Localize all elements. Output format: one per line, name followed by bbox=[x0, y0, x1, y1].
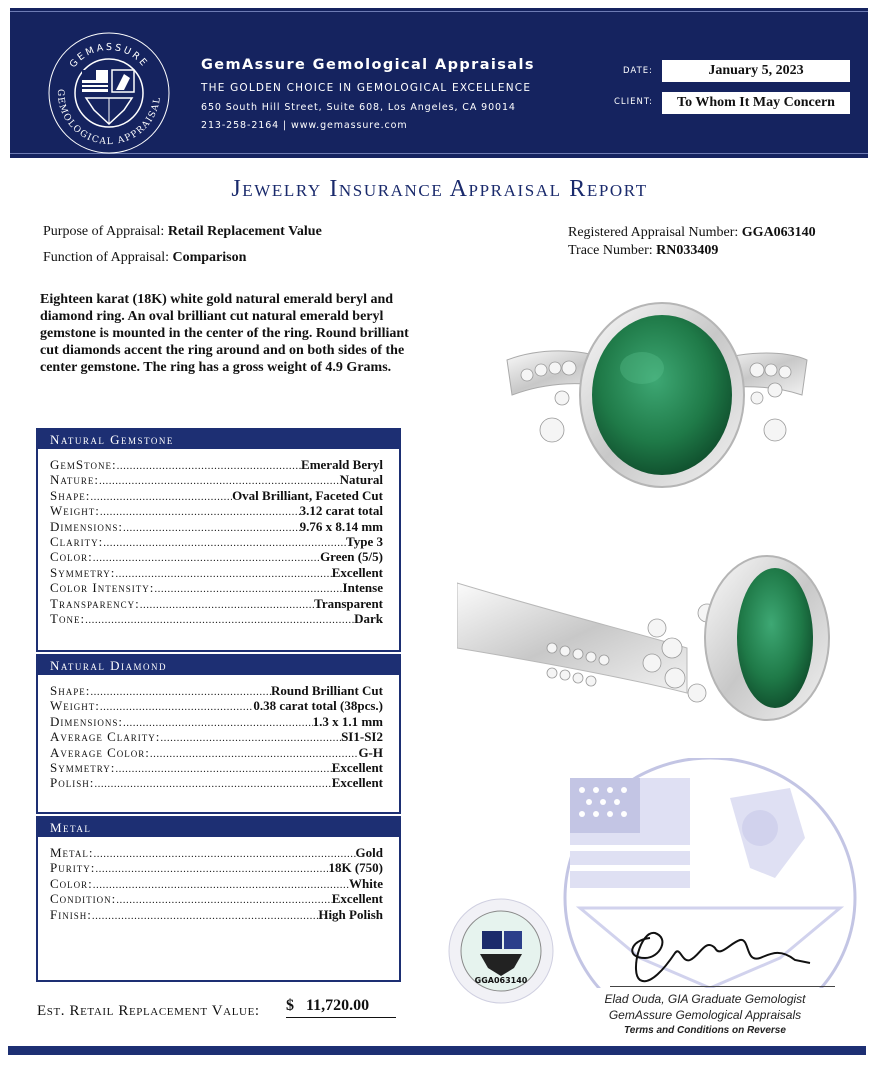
metal-spec-row bbox=[50, 907, 383, 922]
gemstone-spec-label: Tone: bbox=[50, 610, 86, 626]
leader-dots bbox=[90, 686, 271, 698]
gemstone-spec-label: Color Intensity: bbox=[50, 580, 155, 596]
report-title: Jewelry Insurance Appraisal Report bbox=[231, 176, 648, 202]
gemstone-spec-label: Shape: bbox=[50, 487, 91, 503]
leader-dots bbox=[123, 522, 300, 534]
gemstone-spec-value: Transparent bbox=[314, 595, 383, 611]
leader-dots bbox=[99, 475, 340, 487]
seal-icon bbox=[446, 896, 556, 1006]
metal-rows bbox=[38, 837, 399, 926]
leader-dots bbox=[100, 506, 300, 518]
diamond-panel bbox=[36, 654, 401, 814]
metal-spec-label: Color: bbox=[50, 875, 93, 891]
diamond-spec-row bbox=[50, 775, 383, 790]
date-label: DATE: bbox=[623, 66, 653, 76]
diamond-spec-row bbox=[50, 745, 383, 760]
metal-spec-row bbox=[50, 876, 383, 891]
company-contact: 213-258-2164 | www.gemassure.com bbox=[201, 120, 408, 131]
date-field: January 5, 2023 bbox=[662, 60, 850, 82]
retail-value-amount bbox=[286, 997, 396, 1018]
footer-bar bbox=[8, 1046, 866, 1055]
gemstone-spec-label: Color: bbox=[50, 549, 93, 565]
trace-number-label: Trace Number: bbox=[568, 243, 653, 258]
diamond-spec-row bbox=[50, 714, 383, 729]
metal-spec-value: Gold bbox=[355, 845, 383, 860]
metal-spec-value: 18K (750) bbox=[328, 860, 383, 876]
diamond-spec-value: 1.3 x 1.1 mm bbox=[312, 713, 383, 729]
retail-value-label: Est. Retail Replacement Value: bbox=[37, 1003, 260, 1019]
metal-spec-label: Condition: bbox=[50, 891, 117, 907]
gemstone-spec-row bbox=[50, 472, 383, 487]
purpose-line bbox=[43, 224, 322, 240]
gemstone-spec-row bbox=[50, 565, 383, 580]
leader-dots bbox=[90, 491, 232, 503]
leader-dots bbox=[93, 552, 320, 564]
gemstone-spec-value: Intense bbox=[342, 580, 383, 596]
leader-dots bbox=[92, 910, 318, 922]
metal-spec-row bbox=[50, 891, 383, 906]
purpose-value: Retail Replacement Value bbox=[167, 224, 322, 239]
diamond-rows bbox=[38, 675, 399, 795]
diamond-spec-value: Round Brilliant Cut bbox=[271, 683, 383, 698]
signature-icon bbox=[620, 918, 820, 988]
diamond-spec-row bbox=[50, 760, 383, 775]
signature-line bbox=[610, 986, 835, 987]
logo-seal-icon bbox=[46, 30, 172, 156]
gemstone-spec-value: 3.12 carat total bbox=[299, 503, 383, 519]
gemstone-spec-row bbox=[50, 611, 383, 626]
leader-dots bbox=[103, 537, 346, 549]
leader-dots bbox=[160, 732, 341, 744]
trace-number-line bbox=[568, 243, 718, 259]
diamond-spec-label: Weight: bbox=[50, 698, 100, 714]
company-address: 650 South Hill Street, Suite 608, Los Angeles, CA 90014 bbox=[201, 102, 516, 113]
metal-spec-value: High Polish bbox=[318, 906, 383, 922]
gemstone-spec-row bbox=[50, 519, 383, 534]
retail-value-number: 11,720.00 bbox=[306, 997, 370, 1014]
logo-top-text: GEMASSURE bbox=[67, 41, 151, 71]
diamond-spec-row bbox=[50, 683, 383, 698]
svg-text:GEMASSURE bbox=[68, 42, 151, 70]
gemstone-spec-label: Weight: bbox=[50, 503, 100, 519]
diamond-spec-value: G-H bbox=[358, 744, 383, 760]
leader-dots bbox=[123, 717, 313, 729]
currency-symbol: $ bbox=[286, 997, 294, 1014]
function-label: Function of Appraisal: bbox=[43, 250, 169, 265]
gemstone-spec-value: Type 3 bbox=[346, 533, 383, 549]
company-logo bbox=[46, 30, 172, 156]
gemstone-spec-row bbox=[50, 580, 383, 595]
diamond-spec-label: Average Color: bbox=[50, 744, 150, 760]
ring-photo-front bbox=[457, 290, 867, 545]
gemstone-spec-row bbox=[50, 534, 383, 549]
diamond-spec-label: Symmetry: bbox=[50, 759, 116, 775]
leader-dots bbox=[100, 701, 254, 713]
leader-dots bbox=[85, 614, 354, 626]
metal-spec-label: Finish: bbox=[50, 906, 92, 922]
purpose-label: Purpose of Appraisal: bbox=[43, 224, 165, 239]
gemstone-spec-label: Dimensions: bbox=[50, 518, 124, 534]
header-rule-top bbox=[10, 11, 868, 12]
metal-panel bbox=[36, 816, 401, 982]
leader-dots bbox=[115, 568, 331, 580]
metal-spec-value: Excellent bbox=[331, 891, 383, 907]
diamond-spec-label: Polish: bbox=[50, 775, 95, 791]
signature bbox=[620, 918, 820, 988]
diamond-spec-label: Dimensions: bbox=[50, 713, 124, 729]
diamond-spec-value: 0.38 carat total (38pcs.) bbox=[253, 698, 383, 714]
leader-dots bbox=[93, 879, 349, 891]
gemstone-spec-value: 9.76 x 8.14 mm bbox=[299, 518, 383, 534]
item-description: Eighteen karat (18K) white gold natural emerald beryl and diamond ring. An oval brilliant cut natural emerald beryl gemstone is mounted in the center of the ring. Round brilliant cut diamonds accent the ring around and on both sides of the center gemstone. The ring has a gross weight of 4.9 Grams. bbox=[40, 292, 409, 375]
gemstone-spec-value: Green (5/5) bbox=[320, 549, 383, 565]
gemstone-spec-value: Dark bbox=[354, 610, 383, 626]
metal-spec-label: Metal: bbox=[50, 845, 94, 860]
ring-front-image-icon bbox=[457, 290, 867, 545]
gemstone-spec-value: Excellent bbox=[331, 564, 383, 580]
leader-dots bbox=[117, 460, 301, 472]
gemstone-spec-label: GemStone: bbox=[50, 457, 117, 472]
gemstone-panel bbox=[36, 428, 401, 652]
gemstone-spec-label: Clarity: bbox=[50, 533, 104, 549]
registered-number-line bbox=[568, 225, 816, 241]
gemstone-spec-row bbox=[50, 488, 383, 503]
appraiser-company: GemAssure Gemological Appraisals bbox=[608, 1008, 802, 1022]
metal-heading: Metal bbox=[38, 818, 399, 837]
gemstone-spec-row bbox=[50, 549, 383, 564]
hologram-seal bbox=[446, 896, 556, 1006]
diamond-spec-label: Shape: bbox=[50, 683, 91, 698]
diamond-spec-value: Excellent bbox=[331, 759, 383, 775]
function-value: Comparison bbox=[172, 250, 247, 265]
client-label: CLIENT: bbox=[613, 97, 653, 107]
gemstone-spec-value: Emerald Beryl bbox=[301, 457, 383, 472]
company-name: GemAssure Gemological Appraisals bbox=[201, 57, 535, 73]
leader-dots bbox=[154, 583, 342, 595]
appraiser-name: Elad Ouda, GIA Graduate Gemologist bbox=[604, 992, 806, 1006]
metal-spec-label: Purity: bbox=[50, 860, 96, 876]
registered-number-label: Registered Appraisal Number: bbox=[568, 225, 739, 240]
leader-dots bbox=[94, 778, 331, 790]
terms-note: Terms and Conditions on Reverse bbox=[624, 1025, 786, 1036]
gemstone-spec-label: Transparency: bbox=[50, 595, 140, 611]
leader-dots bbox=[116, 894, 331, 906]
leader-dots bbox=[150, 748, 359, 760]
client-field: To Whom It May Concern bbox=[662, 92, 850, 114]
leader-dots bbox=[93, 848, 355, 860]
company-tagline: THE GOLDEN CHOICE IN GEMOLOGICAL EXCELLENCE bbox=[201, 82, 532, 94]
diamond-spec-value: SI1-SI2 bbox=[341, 729, 383, 745]
diamond-spec-label: Average Clarity: bbox=[50, 729, 161, 745]
leader-dots bbox=[95, 863, 328, 875]
gemstone-spec-label: Nature: bbox=[50, 472, 99, 488]
metal-spec-row bbox=[50, 860, 383, 875]
gemstone-spec-value: Oval Brilliant, Faceted Cut bbox=[232, 487, 383, 503]
gemstone-spec-row bbox=[50, 457, 383, 472]
diamond-spec-row bbox=[50, 729, 383, 744]
leader-dots bbox=[115, 763, 331, 775]
gemstone-spec-row bbox=[50, 596, 383, 611]
trace-number-value: RN033409 bbox=[656, 243, 719, 258]
metal-spec-row bbox=[50, 845, 383, 860]
gemstone-spec-value: Natural bbox=[339, 472, 383, 488]
letterhead bbox=[10, 8, 868, 158]
leader-dots bbox=[140, 599, 314, 611]
ring-side-image-icon bbox=[457, 553, 867, 763]
ring-photo-side bbox=[457, 553, 867, 763]
metal-spec-value: White bbox=[349, 875, 383, 891]
gemstone-rows bbox=[38, 449, 399, 630]
function-line bbox=[43, 250, 246, 266]
logo-bottom-text: GEMOLOGICAL APPRAISAL bbox=[54, 88, 163, 148]
diamond-spec-value: Excellent bbox=[331, 775, 383, 791]
gemstone-heading: Natural Gemstone bbox=[38, 430, 399, 449]
registered-number-value: GGA063140 bbox=[741, 225, 816, 240]
seal-number: GGA063140 bbox=[474, 976, 528, 985]
gemstone-spec-row bbox=[50, 503, 383, 518]
gemstone-spec-label: Symmetry: bbox=[50, 564, 116, 580]
diamond-spec-row bbox=[50, 698, 383, 713]
diamond-heading: Natural Diamond bbox=[38, 656, 399, 675]
